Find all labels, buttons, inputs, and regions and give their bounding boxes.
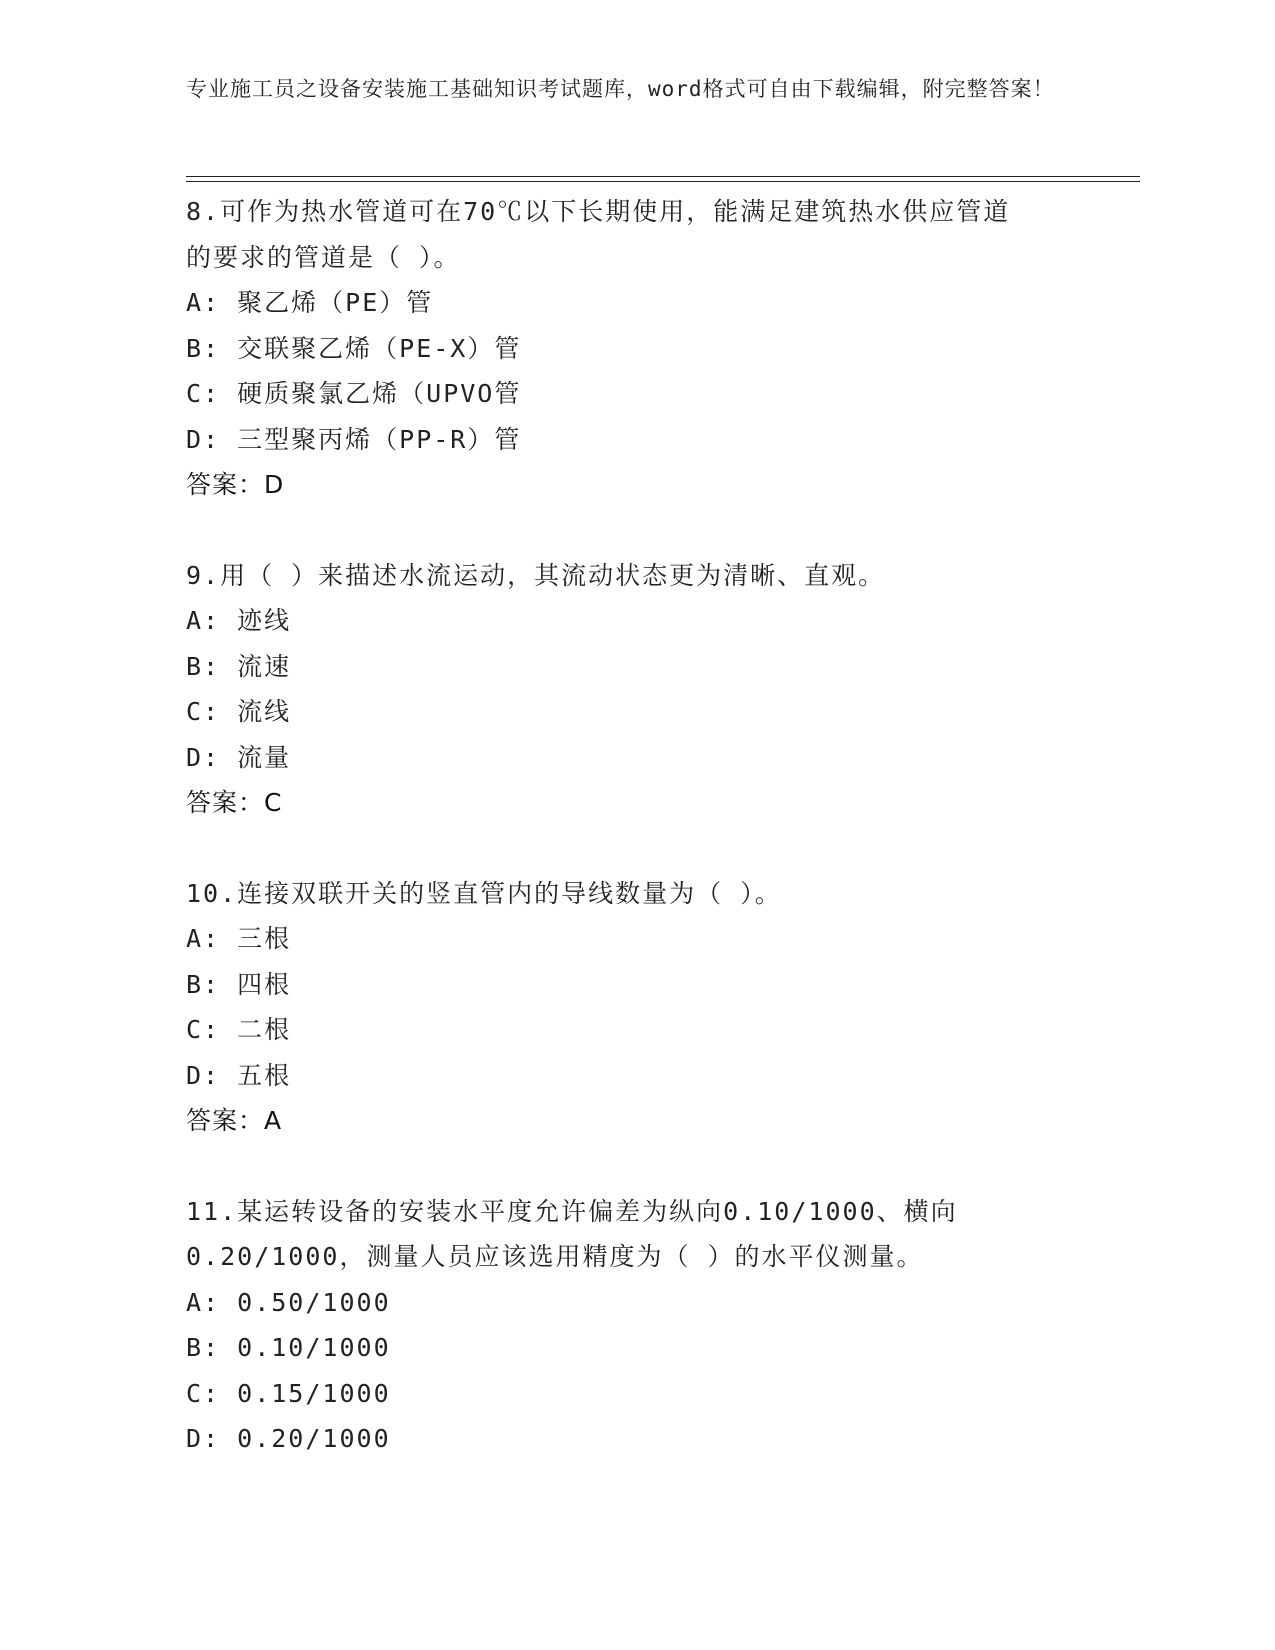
question-9: [186, 553, 1086, 826]
option-b: B: 0.10/1000: [186, 1333, 391, 1362]
question-8: [186, 189, 1086, 508]
option-d: D: 流量: [186, 742, 292, 772]
header-divider-bottom: [186, 181, 1140, 182]
option-d: D: 三型聚丙烯（PP-R）管: [186, 424, 522, 454]
header-divider-top: [186, 176, 1140, 177]
question-stem: 10.连接双联开关的竖直管内的导线数量为（ ）。: [186, 878, 782, 908]
option-c: C: 流线: [186, 697, 292, 726]
option-c: C: 二根: [186, 1015, 292, 1044]
answer: 答案：C: [186, 788, 283, 817]
document-intro: 专业施工员之设备安装施工基础知识考试题库，word格式可自由下载编辑，附完整答案！: [186, 77, 1055, 101]
option-a: A: 0.50/1000: [186, 1287, 391, 1317]
question-stem: 9.用（ ）来描述水流运动，其流动状态更为清晰、直观。: [186, 560, 886, 590]
option-d: D: 五根: [186, 1060, 292, 1090]
answer: 答案：A: [186, 1106, 283, 1135]
option-b: B: 四根: [186, 969, 292, 999]
option-c: C: 硬质聚氯乙烯（UPVO管: [186, 379, 522, 408]
option-c: C: 0.15/1000: [186, 1378, 391, 1408]
question-stem: 0.20/1000，测量人员应该选用精度为（ ）的水平仪测量。: [186, 1242, 924, 1271]
answer: 答案：D: [186, 470, 285, 499]
option-b: B: 交联聚乙烯（PE-X）管: [186, 333, 522, 363]
option-a: A: 聚乙烯（PE）管: [186, 288, 434, 317]
option-b: B: 流速: [186, 651, 292, 681]
question-stem: 11.某运转设备的安装水平度允许偏差为纵向0.10/1000、横向: [186, 1196, 958, 1226]
option-d: D: 0.20/1000: [186, 1424, 391, 1453]
question-11: [186, 1189, 1086, 1462]
question-10: [186, 871, 1086, 1144]
question-stem: 的要求的管道是（ ）。: [186, 242, 461, 272]
option-a: A: 迹线: [186, 606, 292, 635]
option-a: A: 三根: [186, 924, 292, 953]
question-list: [186, 189, 1086, 1507]
question-stem: 8.可作为热水管道可在70℃以下长期使用，能满足建筑热水供应管道: [186, 197, 1011, 226]
